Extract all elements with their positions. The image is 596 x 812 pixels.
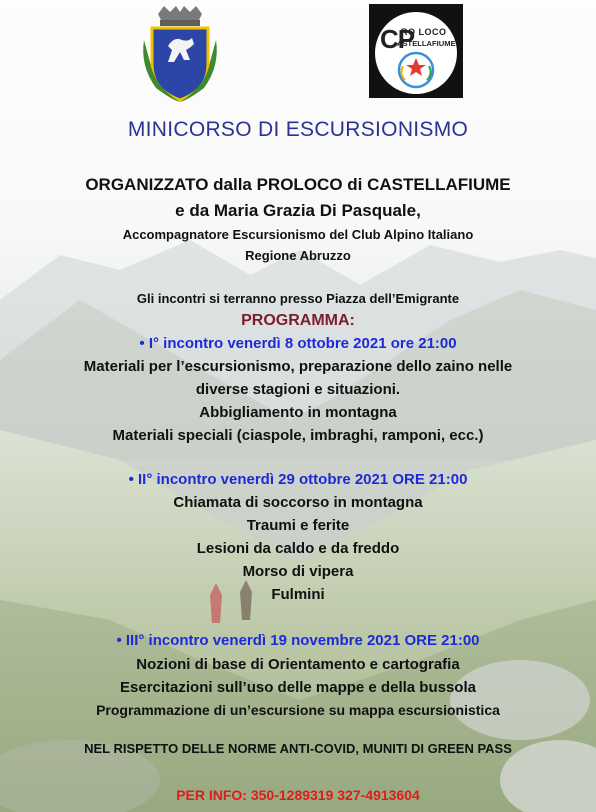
session-2-topic: Traumi e ferite	[246, 517, 350, 534]
session-3-topic: Esercitazioni sull’uso delle mappe e della bussola	[120, 679, 476, 696]
proloco-logo-letters: CP	[380, 24, 415, 54]
session-2-heading: • II° incontro venerdì 29 ottobre 2021 ORE 21:00	[128, 471, 468, 488]
flyer-title: MINICORSO DI ESCURSIONISMO	[127, 118, 469, 141]
session-2-topic: Fulmini	[271, 586, 325, 603]
proloco-logo-bottom-text: ASTELLAFIUME	[397, 39, 456, 48]
session-2-topic: Lesioni da caldo e da freddo	[196, 540, 400, 557]
session-3-topic: Programmazione di un’escursione su mappa escursionistica	[96, 702, 500, 718]
proloco-logo-top-text: RO LOCO	[401, 27, 447, 37]
organizer-line-1: ORGANIZZATO dalla PROLOCO di CASTELLAFIUME	[85, 175, 511, 194]
venue-text: Gli incontri si terranno presso Piazza dell’Emigrante	[136, 291, 460, 306]
proloco-castellafiume-logo	[369, 4, 463, 98]
municipal-coat-of-arms-logo	[138, 6, 222, 104]
session-1-topic: Materiali speciali (ciaspole, imbraghi, ramponi, ecc.)	[112, 427, 484, 444]
session-2-topic: Morso di vipera	[242, 563, 354, 580]
organizer-line-3: Accompagnatore Escursionismo del Club Alpino Italiano	[122, 227, 474, 242]
session-3-heading: • III° incontro venerdì 19 novembre 2021 ORE 21:00	[116, 632, 480, 649]
session-1-topic: Materiali per l’escursionismo, preparazione dello zaino nelle	[83, 358, 513, 375]
session-1-heading: • I° incontro venerdì 8 ottobre 2021 ore 21:00	[139, 335, 457, 352]
session-1-topic: Abbigliamento in montagna	[199, 404, 397, 421]
session-3-topic: Nozioni di base di Orientamento e cartografia	[136, 656, 460, 673]
organizer-line-2: e da Maria Grazia Di Pasquale,	[175, 201, 421, 220]
program-heading: PROGRAMMA:	[241, 312, 355, 329]
session-2-topic: Chiamata di soccorso in montagna	[173, 494, 423, 511]
session-1-topic: diverse stagioni e situazioni.	[195, 381, 401, 398]
covid-notice: NEL RISPETTO DELLE NORME ANTI-COVID, MUNITI DI GREEN PASS	[84, 741, 512, 756]
organizer-line-4: Regione Abruzzo	[245, 248, 351, 263]
contact-info: PER INFO: 350-1289319 327-4913604	[176, 787, 420, 803]
